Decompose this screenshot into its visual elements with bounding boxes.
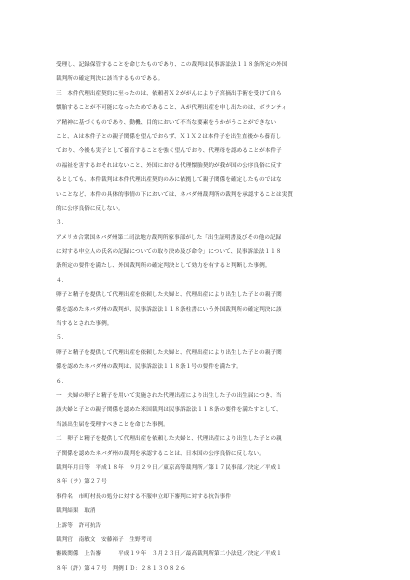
text-line: 懐胎することが不可能になったためであること、Ａが代理出産を申し出たのは、ボランティ: [56, 105, 287, 112]
metadata-line: ８年（ラ）第２７号: [56, 479, 107, 486]
text-line: ており、今後も実子として養育することを強く望んでおり、代理母を認めることが本件子: [56, 148, 282, 155]
text-line: 条所定の要件を満たし、外国裁判所の確定判決として効力を有すると判断した事例。: [56, 263, 271, 270]
text-line: 一 夫婦の卵子と精子を用いて実施された代理出産により出生した子の出生届につき、当: [56, 392, 282, 399]
section-number: ４．: [56, 277, 68, 284]
text-line: ア精神に基づくものであり、動機、目的において不当な要素をうかがうことができない: [56, 119, 277, 126]
section-number: ３．: [56, 220, 68, 227]
text-line: 係を認めたネバダ州の裁判が、民事訴訟法１１８条柱書にいう外国裁判所の確定判決に該: [56, 306, 282, 313]
metadata-line: ８年（許）第４７号 判例ＩＤ：２８１３０８２６: [56, 565, 186, 572]
text-line: 二 卵子と精子を提供して代理出産を依頼した夫婦と、代理出産により出生した子との親: [56, 436, 282, 443]
text-line: 的に公序良俗に反しない。: [56, 205, 124, 212]
metadata-line: 事件名 市町村長の処分に対する不服申立却下審判に対する抗告事件: [56, 493, 231, 500]
text-line: いことなど、本件の具体的事情の下においては、ネバダ州裁判所の裁判を承認することは実質: [56, 191, 293, 198]
metadata-line: 上訴等 許可抗告: [56, 522, 102, 529]
section-number: ５．: [56, 335, 68, 342]
text-line: 裁判所の確定判決に該当するものである。: [56, 76, 164, 83]
text-line: 受理し、記録保管することを命じたものであり、この裁判は民事訴訟法１１８条所定の外国: [56, 62, 288, 68]
text-line: 子関係を認めたネバダ州の裁判を承認することは、日本国の公序良俗に反しない。: [56, 450, 265, 457]
text-line: 卵子と精子を提供して代理出産を依頼した夫婦と、代理出産により出生した子との親子関: [56, 292, 282, 299]
text-line: 当するとされた事例。: [56, 321, 113, 328]
text-line: に対する申立人の氏名の記録についての取り決め及び命令」について、民事訴訟法１１８: [56, 249, 282, 256]
text-line: の福祉を害するおそれはないこと、外国における代理懐胎契約が我が国の公序良俗に反す: [56, 162, 282, 169]
text-line: 三 本件代理出産契約に至ったのは、依頼者Ｘ２ががんにより子宮摘出手術を受けて自ら: [56, 90, 282, 97]
metadata-line: 審級関係 上告審 平成１９年 ３月２３日／最高裁判所第二小法廷／決定／平成１: [56, 551, 282, 558]
text-line: 当該出生届を受理すべきことを命じた事例。: [56, 421, 169, 428]
metadata-line: 裁判年月日等 平成１８年 ９月２９日／東京高等裁判所／第１７民事部／決定／平成１: [56, 464, 282, 471]
text-line: るとしても、本件裁判は本件代理出産契約のみに依拠して親子関係を確定したものではな: [56, 177, 282, 184]
section-number: ６．: [56, 378, 68, 385]
metadata-line: 裁判結果 取消: [56, 508, 96, 515]
text-line: 卵子と精子を提供して代理出産を依頼した夫婦と、代理出産により出生した子との親子関: [56, 349, 282, 356]
text-line: アメリカ合衆国ネバダ州第二司法地方裁判所家事部がした「出生証明書及びその他の記録: [56, 234, 282, 241]
text-line: 該夫婦と子との親子関係を認めた米国裁判は民事訴訟法１１８条の要件を満たすとして、: [56, 407, 282, 414]
text-line: こと、Ａは本件子との親子関係を望んでおらず、Ｘ１Ｘ２は本件子を出生直後から養育し: [56, 133, 282, 140]
metadata-line: 裁判官 南敏文 安藤裕子 生野考司: [56, 536, 152, 543]
document-body: [56, 58, 358, 576]
text-line: 係を認めたネバダ州の裁判は、民事訴訟法１１８条１号の要件を満たす。: [56, 364, 242, 371]
